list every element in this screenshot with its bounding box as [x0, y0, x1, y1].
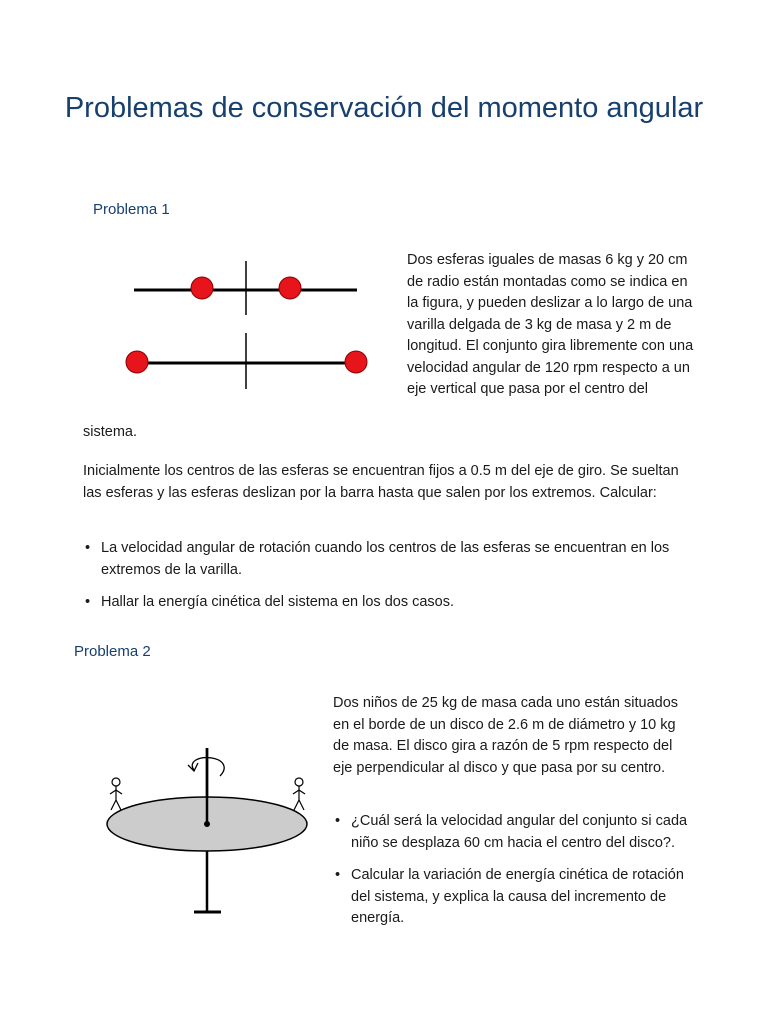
- problem-2-figure: [100, 740, 340, 920]
- disc-center-dot: [204, 821, 210, 827]
- problem-1-paragraph: Inicialmente los centros de las esferas se encuentran fijos a 0.5 m del eje de giro. Se sueltan las esferas y las esferas deslizan por la barra hasta que salen por los extremos. Calcular:: [83, 463, 679, 501]
- list-item-text: ¿Cuál será la velocidad angular del conjunto si cada niño se desplaza 60 cm hacia el centro del disco?.: [351, 813, 688, 851]
- child-leg: [111, 800, 116, 810]
- list-item: [333, 865, 693, 930]
- child-arm: [299, 790, 305, 794]
- child-head: [295, 778, 303, 786]
- child-leg: [116, 800, 121, 810]
- bullet-icon: •: [85, 594, 91, 610]
- page-title: Problemas de conservación del momento angular: [64, 92, 704, 124]
- sphere-icon: [279, 277, 301, 299]
- bullet-icon: •: [335, 813, 341, 829]
- child-leg: [299, 800, 304, 810]
- child-icon: [293, 778, 305, 810]
- problem-1-intro-tail: sistema.: [83, 424, 137, 440]
- problem-1-intro: Dos esferas iguales de masas 6 kg y 20 cm de radio están montadas como se indica en la figura, y pueden deslizar a lo largo de una varilla delgada de 3 kg de masa y 2 m de longitud. El conjunto gira libremente con una velocidad angular de 120 rpm respecto a un eje vertical que pasa por el centro del: [407, 252, 694, 397]
- problem-2-heading: Problema 2: [74, 643, 151, 660]
- problem-1-heading: Problema 1: [93, 201, 170, 218]
- bullet-icon: •: [85, 540, 91, 556]
- problem-2-intro: Dos niños de 25 kg de masa cada uno están situados en el borde de un disco de 2.6 m de diámetro y 10 kg de masa. El disco gira a razón de 5 rpm respecto del eje perpendicular al disco y que pasa por su centro.: [333, 695, 679, 776]
- list-item: [83, 538, 698, 581]
- child-arm: [110, 790, 116, 794]
- child-head: [112, 778, 120, 786]
- problem-2-list: [333, 811, 693, 941]
- sphere-icon: [345, 351, 367, 373]
- child-arm: [293, 790, 299, 794]
- list-item-text: Calcular la variación de energía cinética de rotación del sistema, y explica la causa del incremento de energía.: [351, 867, 684, 926]
- child-arm: [116, 790, 122, 794]
- problem-1-figure: [128, 255, 368, 405]
- sphere-icon: [126, 351, 148, 373]
- sphere-icon: [191, 277, 213, 299]
- child-icon: [110, 778, 122, 810]
- list-item: [333, 811, 693, 854]
- bullet-icon: •: [335, 867, 341, 883]
- list-item-text: La velocidad angular de rotación cuando los centros de las esferas se encuentran en los extremos de la varilla.: [101, 540, 670, 578]
- child-leg: [294, 800, 299, 810]
- list-item: [83, 592, 698, 614]
- list-item-text: Hallar la energía cinética del sistema en los dos casos.: [101, 594, 455, 610]
- problem-1-list: [83, 538, 698, 625]
